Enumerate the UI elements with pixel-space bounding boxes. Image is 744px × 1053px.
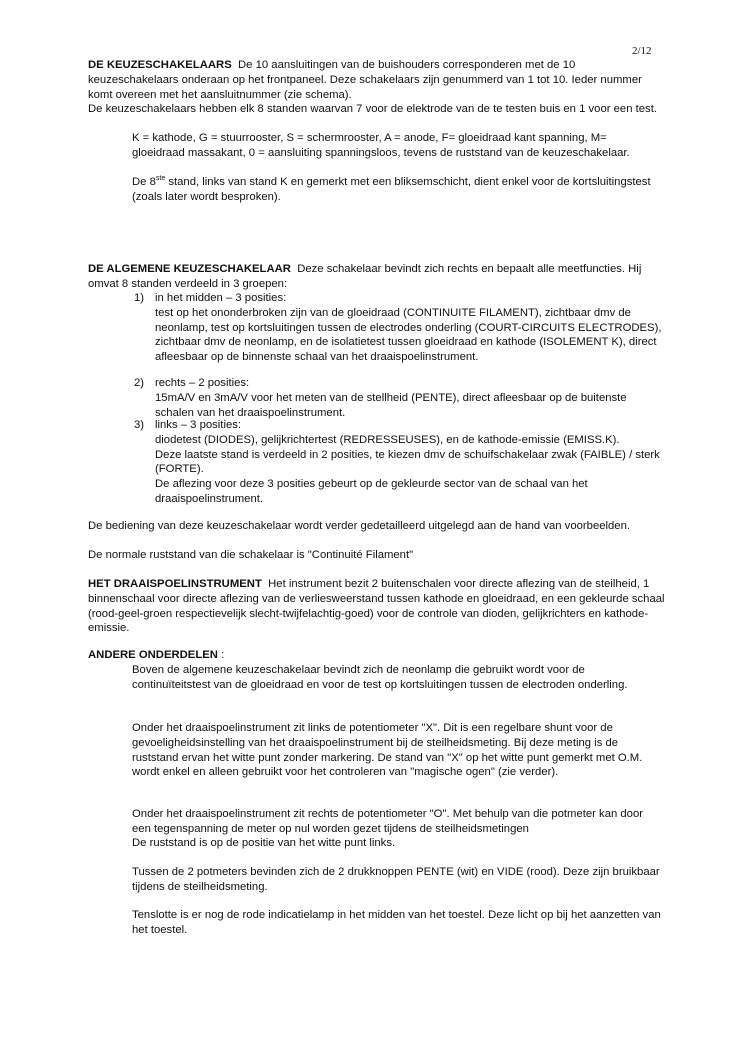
andere-potentiometer-o: Onder het draaispoelinstrument zit rechts de potentiometer "O". Met behulp van die potmeter kan door een tegenspanning de meter op nul worden gezet tijdens de steilheidsmetingen	[132, 808, 644, 835]
group-3-description-2: Deze laatste stand is verdeeld in 2 posities, te kiezen dmv de schuifschakelaar zwak (FAIBLE) / sterk (FORTE).	[155, 448, 660, 476]
keuze-eighth-position	[132, 175, 662, 205]
keuze-eighth-text-a: De 8	[132, 176, 156, 188]
algemene-outro-1: De bediening van deze keuzeschakelaar wordt verder gedetailleerd uitgelegd aan de hand van voorbeelden.	[88, 520, 631, 532]
group-3-description-1: diodetest (DIODES), gelijkrichtertest (REDRESSEUSES), en de kathode-emissie (EMISS.K).	[155, 433, 620, 446]
andere-indicatielamp: Tenslotte is er nog de rode indicatielamp in het midden van het toestel. Deze licht op bij het aanzetten van het toestel.	[132, 909, 661, 936]
keuze-eighth-text-b: stand, links van stand K en gemerkt met een bliksemschicht, dient enkel voor de kortsluitingstest (zoals later wordt besproken).	[132, 176, 651, 203]
keuze-text-1: De 10 aansluitingen van de buishouders corresponderen met de 10 keuzeschakelaars onderaan op het frontpaneel. Deze schakelaars zijn genummerd van 1 tot 10. Ieder nummer komt overeen met het aansluitnummer (zie schema).	[88, 59, 642, 101]
draai-heading: HET DRAAISPOELINSTRUMENT	[88, 578, 262, 590]
andere-drukknoppen: Tussen de 2 potmeters bevinden zich de 2 drukknoppen PENTE (wit) en VIDE (rood). Deze zijn bruikbaar tijdens de steilheidsmeting.	[132, 866, 660, 893]
group-1-description: test op het ononderbroken zijn van de gloeidraad (CONTINUITE FILAMENT), zichtbaar dmv de neonlamp, test op kortsluitingen tussen de electrodes onderling (COURT-CIRCUITS ELECTRODES), zichtbaar dmv de neonlamp, en de isolatietest tussen gloeidraad en kathode (ISOLEMENT K), direct afleesbaar op de binnenste schaal van het draaispoelinstrument.	[155, 306, 662, 364]
algemene-heading: DE ALGEMENE KEUZESCHAKELAAR	[88, 263, 291, 275]
keuze-electrode-legend: K = kathode, G = stuurrooster, S = schermrooster, A = anode, F= gloeidraad kant spanning, M= gloeidraad massakant, 0 = aansluiting spanningsloos, tevens de ruststand van de keuzeschakelaar.	[132, 132, 630, 159]
page-number: 2/12	[632, 45, 652, 57]
keuze-heading: DE KEUZESCHAKELAARS	[88, 59, 232, 71]
group-2-number: 2)	[134, 377, 145, 389]
group-2-title: rechts – 2 posities:	[155, 377, 250, 389]
andere-heading: ANDERE ONDERDELEN	[88, 649, 218, 661]
group-2-description: 15mA/V en 3mA/V voor het meten van de stellheid (PENTE), direct afleesbaar op de buitenste schalen van het draaispoelinstrument.	[155, 391, 627, 419]
group-1-title: in het midden – 3 posities:	[155, 292, 287, 304]
keuze-paragraph-2: De keuzeschakelaars hebben elk 8 standen waarvan 7 voor de elektrode van de te testen buis en 1 voor een test.	[88, 103, 657, 115]
algemene-outro-2: De normale ruststand van die schakelaar is "Continuité Filament"	[88, 549, 414, 561]
group-3	[155, 418, 665, 507]
group-3-title: links – 3 posities:	[155, 419, 242, 431]
group-3-number: 3)	[134, 419, 145, 431]
algemene-intro	[88, 262, 668, 292]
draai-text: Het instrument bezit 2 buitenschalen voor directe aflezing van de steilheid, 1 binnenschaal voor directe aflezing van de verliesweerstand tussen kathode en gloeidraad, en een gekleurde schaal (rood-geel-groen respectievelijk slecht-twijfelachtig-goed) voor de controle van dioden, gelijkrichters en kathode-emissie.	[88, 578, 665, 635]
andere-heading-line	[88, 648, 668, 663]
group-1	[155, 291, 665, 365]
keuze-paragraph-1	[88, 58, 668, 102]
andere-neonlamp: Boven de algemene keuzeschakelaar bevindt zich de neonlamp die gebruikt wordt voor de continuïteitstest van de gloeidraad en voor de test op kortsluitingen tussen de electroden onderling.	[132, 664, 628, 691]
group-3-description-3: De aflezing voor deze 3 posities gebeurt op de gekleurde sector van de schaal van het draaispoelinstrument.	[155, 478, 588, 505]
group-1-number: 1)	[134, 292, 145, 304]
andere-ruststand: De ruststand is op de positie van het witte punt links.	[132, 837, 396, 849]
draai-paragraph	[88, 577, 668, 636]
andere-potentiometer-x: Onder het draaispoelinstrument zit links de potentiometer "X". Dit is een regelbare shunt voor de gevoeligheidsinstelling van het draaispoelinstrument bij de steilheidsmeting. Bij deze meting is de ruststand ervan het witte punt zonder markering. De stand van "X" op het witte punt gemerkt met O.M. wordt enkel en alleen gebruikt voor het controleren van "magische ogen" (zie verder).	[132, 722, 643, 779]
algemene-intro-text: Deze schakelaar bevindt zich rechts en bepaalt alle meetfuncties. Hij omvat 8 standen verdeeld in 3 groepen:	[88, 263, 642, 290]
andere-heading-colon: :	[217, 649, 225, 661]
group-2	[155, 376, 665, 420]
keuze-eighth-superscript: ste	[155, 175, 166, 183]
